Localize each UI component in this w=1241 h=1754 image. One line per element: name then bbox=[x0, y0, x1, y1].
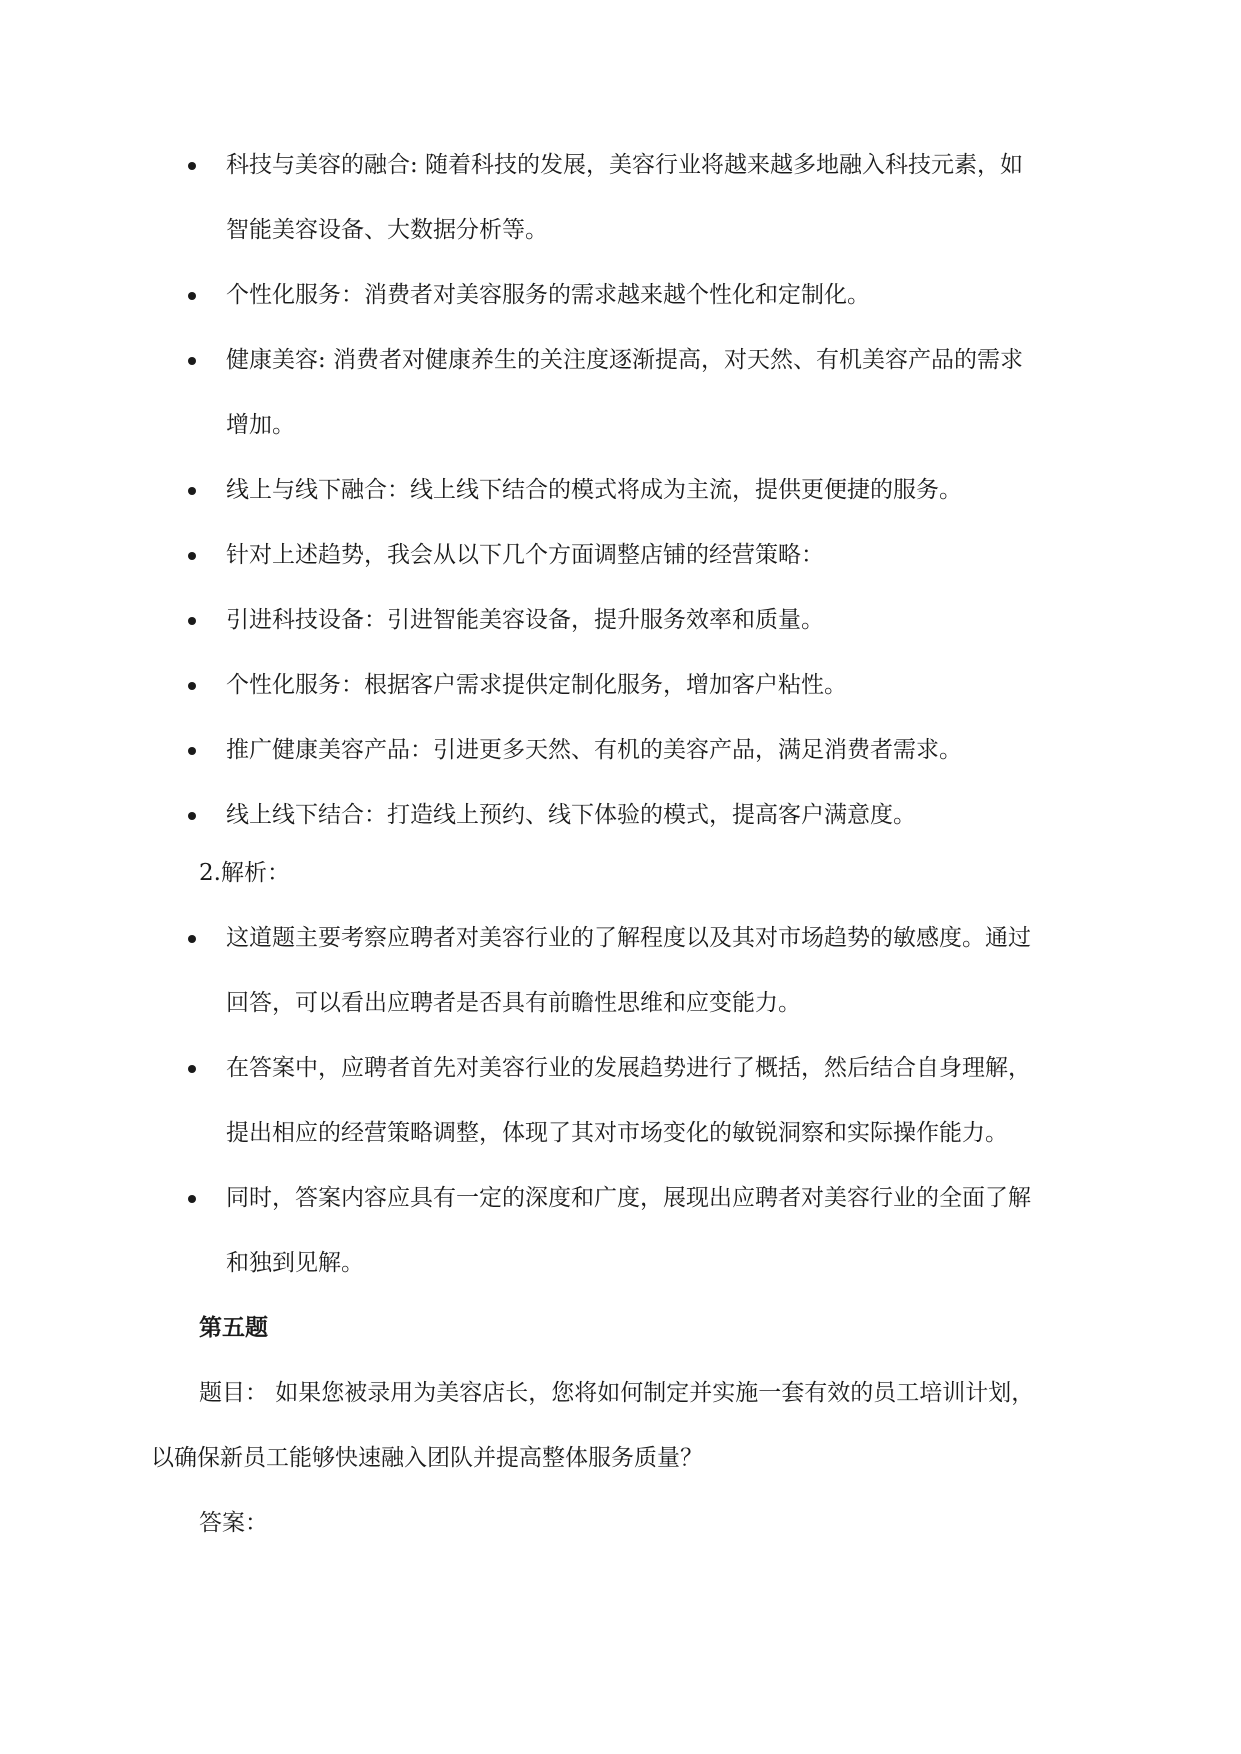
answer-label: 答案： bbox=[199, 1510, 268, 1536]
bullet-icon bbox=[188, 747, 196, 755]
analysis-heading: 2.解析： bbox=[199, 860, 290, 886]
list-item-text: 同时，答案内容应具有一定的深度和广度，展现出应聘者对美容行业的全面了解 bbox=[226, 1185, 1031, 1211]
list-item-text: 智能美容设备、大数据分析等。 bbox=[226, 217, 548, 243]
bullet-icon bbox=[188, 682, 196, 690]
question-line-2: 以确保新员工能够快速融入团队并提高整体服务质量？ bbox=[151, 1445, 703, 1471]
list-item-text: 科技与美容的融合: 随着科技的发展，美容行业将越来越多地融入科技元素，如 bbox=[226, 152, 1024, 178]
bullet-icon bbox=[188, 357, 196, 365]
bullet-icon bbox=[188, 617, 196, 625]
list-item-text: 个性化服务：消费者对美容服务的需求越来越个性化和定制化。 bbox=[226, 282, 870, 308]
list-item-text: 健康美容: 消费者对健康养生的关注度逐渐提高，对天然、有机美容产品的需求 bbox=[226, 347, 1024, 373]
list-item-text: 和独到见解。 bbox=[226, 1250, 364, 1276]
bullet-icon bbox=[188, 552, 196, 560]
bullet-icon bbox=[188, 935, 196, 943]
section-title: 第五题 bbox=[199, 1314, 268, 1341]
list-item-text: 引进科技设备：引进智能美容设备，提升服务效率和质量。 bbox=[226, 607, 824, 633]
bullet-icon bbox=[188, 812, 196, 820]
list-item-text: 回答，可以看出应聘者是否具有前瞻性思维和应变能力。 bbox=[226, 990, 801, 1016]
list-item-text: 线上与线下融合：线上线下结合的模式将成为主流，提供更便捷的服务。 bbox=[226, 477, 962, 503]
list-item-text: 提出相应的经营策略调整，体现了其对市场变化的敏锐洞察和实际操作能力。 bbox=[226, 1120, 1008, 1146]
list-item-text: 推广健康美容产品：引进更多天然、有机的美容产品，满足消费者需求。 bbox=[226, 737, 962, 763]
list-item-text: 线上线下结合：打造线上预约、线下体验的模式，提高客户满意度。 bbox=[226, 802, 916, 828]
list-item-text: 增加。 bbox=[226, 412, 295, 438]
bullet-icon bbox=[188, 292, 196, 300]
list-item-text: 针对上述趋势，我会从以下几个方面调整店铺的经营策略： bbox=[226, 542, 824, 568]
question-line-1: 题目： 如果您被录用为美容店长，您将如何制定并实施一套有效的员工培训计划， bbox=[199, 1380, 1035, 1406]
bullet-icon bbox=[188, 1195, 196, 1203]
bullet-icon bbox=[188, 487, 196, 495]
bullet-icon bbox=[188, 162, 196, 170]
list-item-text: 这道题主要考察应聘者对美容行业的了解程度以及其对市场趋势的敏感度。通过 bbox=[226, 925, 1031, 951]
list-item-text: 在答案中，应聘者首先对美容行业的发展趋势进行了概括，然后结合自身理解， bbox=[226, 1055, 1031, 1081]
list-item-text: 个性化服务：根据客户需求提供定制化服务，增加客户粘性。 bbox=[226, 672, 847, 698]
bullet-icon bbox=[188, 1065, 196, 1073]
